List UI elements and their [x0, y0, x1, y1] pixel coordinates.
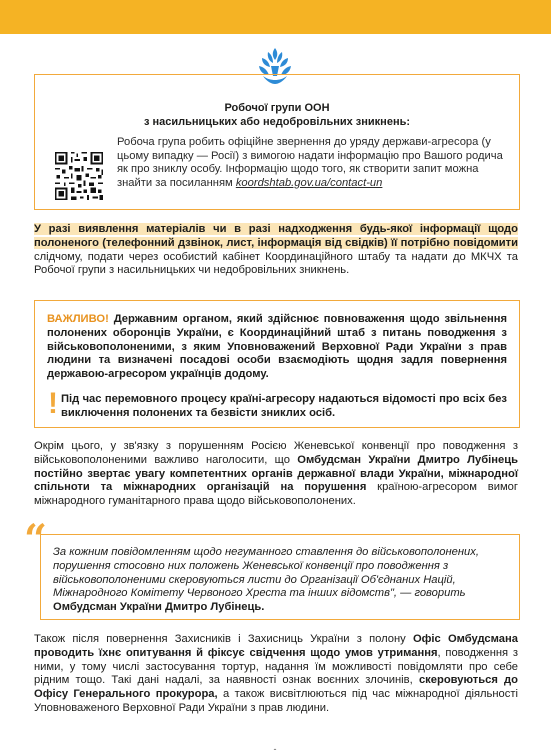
important-label: ВАЖЛИВО!: [47, 313, 109, 325]
quote-icon: “: [24, 516, 48, 563]
after-return-text-c: , поводження з ними, у тому числі застосування тортур, надання їм можливості повідомляти про себе рідним тощо. Такі дані надалі, за наявності ознак воєнних злочинів,: [34, 646, 518, 687]
after-return-text-d: скеровуються до Офісу Генерального прокурора,: [34, 674, 518, 701]
after-return-paragraph: [34, 633, 518, 716]
after-return-text-a: Також після повернення Захисників і Захисниць України з полону: [34, 633, 413, 645]
ombudsman-quote-box: [40, 534, 520, 620]
info-box-text: Робоча група робить офіційне звернення до уряду держави-агресора (у цьому випадку — Росії) з вимогою надати інформацію про Вашого родича як про зниклу особу. Інформацію щодо того, як створити запит можна знайти за посиланням: [117, 136, 503, 189]
important-notice-box: [34, 300, 520, 428]
un-working-group-info-box: [34, 74, 520, 210]
quote-author: Омбудсман України Дмитро Лубінець.: [53, 601, 265, 614]
qr-code-icon[interactable]: [53, 150, 105, 202]
contact-un-link[interactable]: koordshtab.gov.ua/contact-un: [235, 176, 383, 189]
report-information-emphasis: У разі виявлення матеріалів чи в разі надходження будь-якої інформації щодо полоненого (телефонний дзвінок, лист, інформація від свідків) її потрібно повідомити: [34, 223, 518, 249]
geneva-convention-paragraph: [34, 440, 518, 509]
after-return-text-e: а також висвітлюються під час міжнародної діяльності Уповноваженого Верховної Ради України з прав людини.: [34, 688, 518, 714]
negotiation-note: Під час перемовного процесу країні-агресору надаються відомості про всіх без виключення полонених та безвісти зниклих осіб.: [61, 393, 507, 419]
geneva-text-b: Омбудсман України Дмитро Лубінець постійно звертає увагу компетентних органів державної влади України, міжнародної спільноти та міжнародних організацій на порушення: [34, 453, 518, 494]
exclamation-icon: !: [48, 387, 58, 420]
info-box-body: [117, 136, 507, 190]
info-box-title: [35, 101, 519, 129]
important-text: Державним органом, який здійснює повноваження щодо звільнення полонених оборонців України, є Координаційний штаб з питань поводження з військовополоненими, з яким Уповноважений Верховної Ради України з прав людини та визначені посадові особи взаємодіють щодня задля повернення державою-агресором українців додому.: [47, 313, 507, 381]
info-box-title-line1: Робочої групи ООН: [224, 102, 330, 114]
page-number-mark: -: [273, 744, 277, 754]
geneva-text-a: Окрім цього, у зв'язку з порушенням Росією Женевської конвенції про поводження з військовополоненими важливо наголосити, що: [34, 440, 518, 466]
info-box-title-line2: з насильницьких або недобровільних зникнень:: [143, 116, 411, 128]
after-return-text-b: Офіс Омбудсмана проводить їхнє опитування й фіксує свідчення щодо умов утримання: [34, 633, 518, 659]
quote-text: За кожним повідомленням щодо негуманного ставлення до військовополонених, порушення стосовно них положень Женевської конвенції про поводження з військовополоненими скеровуються листи до Організації Об'єднаних Націй, Міжнародного Комітету Червоного Хреста та інших відомств", — говорить: [53, 546, 479, 600]
top-accent-bar: [0, 0, 551, 34]
important-notice-text: [47, 313, 507, 382]
ombudsman-quote-text: [53, 546, 507, 615]
geneva-text-c: країною-агресором вимог міжнародного гуманітарного права щодо військовополонених.: [34, 481, 518, 508]
report-information-rest: слідчому, подати через особистий кабінет Координаційного штабу та надати до МКЧХ та Робочої групи з насильницьких чи недобровільних зникнень.: [34, 250, 518, 277]
report-information-paragraph: [34, 223, 518, 278]
